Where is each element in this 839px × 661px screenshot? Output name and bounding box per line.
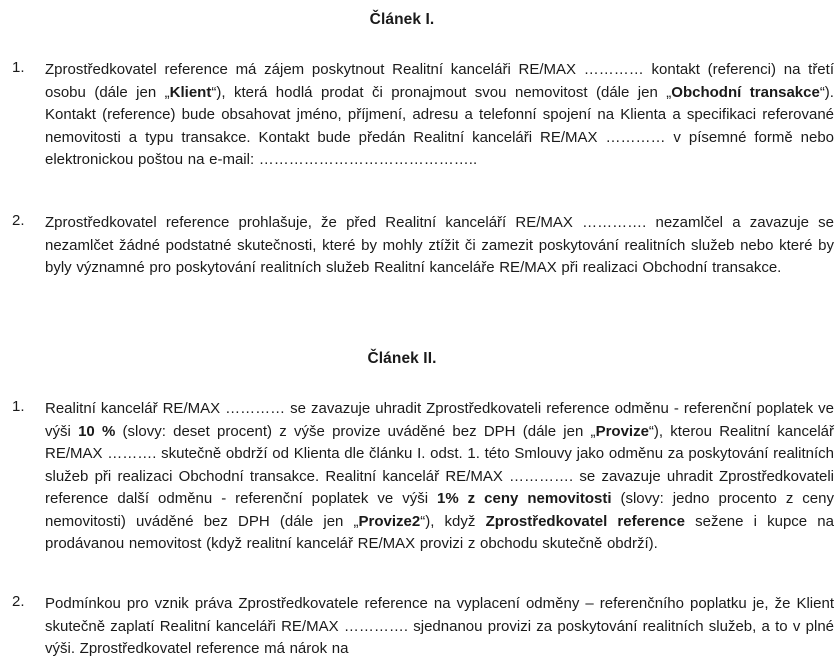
text-run: (slovy: deset procent) z výše provize uváděné bez DPH (dále jen „: [115, 422, 596, 440]
item-number: 1.: [12, 59, 25, 76]
article-2-heading: Článek II.: [367, 350, 437, 367]
bold-term: Zprostředkovatel reference: [485, 512, 685, 530]
bold-term: Provize2: [358, 512, 421, 530]
article-2-paragraph-2: [45, 593, 834, 661]
item-number: 2.: [12, 593, 25, 610]
article-1-paragraph-2: [45, 212, 834, 280]
text-run: Zprostředkovatel reference má zájem poskytnout Realitní kanceláři RE/MAX ………… kontakt (referenci) na třetí osobu (dále jen „: [45, 61, 834, 101]
article-2-paragraph-1: [45, 398, 834, 556]
text-run: “), když: [420, 512, 486, 530]
text-run: “), která hodlá prodat či pronajmout svou nemovitost (dále jen „: [211, 83, 672, 101]
text-run: Podmínkou pro vznik práva Zprostředkovatele reference na vyplacení odměny – referenčního poplatku je, že Klient skutečně zaplatí Realitní kanceláři RE/MAX …………. sjednanou provizi za poskytování realitních služeb, a to v plné výši. Zprostředkovatel reference má nárok na: [45, 595, 834, 657]
item-number: 2.: [12, 212, 25, 229]
text-run: (slovy: jedno procento z ceny nemovitosti) uváděné bez DPH (dále jen „: [45, 490, 834, 530]
article-1-paragraph-1: [45, 59, 834, 172]
text-run: “), kterou Realitní kancelář RE/MAX ………. skutečně obdrží od Klienta dle článku I. odst. 1. této Smlouvy jako odměnu za poskytování realitních služeb při realizaci Obchodní transakce. Realitní kancelář RE/MAX …………. se zavazuje uhradit Zprostředkovateli reference další odměnu - referenční poplatek ve výši: [45, 422, 835, 507]
text-run: Realitní kancelář RE/MAX ………… se zavazuje uhradit Zprostředkovateli reference odměnu - referenční poplatek ve výši: [45, 400, 834, 440]
text-run: “). Kontakt (reference) bude obsahovat jméno, příjmení, adresu a telefonní spojení na Klienta a specifikaci referované nemovitosti a typu transakce. Kontakt bude předán Realitní kanceláři RE/MAX ………… v písemné formě nebo elektronickou poštou na e-mail: ……………………………………..: [45, 83, 834, 168]
bold-term: Obchodní transakce: [671, 83, 820, 101]
item-number: 1.: [12, 398, 25, 415]
text-run: Zprostředkovatel reference prohlašuje, že před Realitní kanceláří RE/MAX …………. nezamlčel a zavazuje se nezamlčet žádné podstatné skutečnosti, které by mohly ztížit či zamezit poskytování realitních služeb nebo které by byly významné pro poskytování realitních služeb Realitní kanceláře RE/MAX při realizaci Obchodní transakce.: [45, 214, 834, 276]
bold-term: Klient: [169, 83, 212, 101]
bold-term: 10 %: [78, 422, 116, 440]
text-run: sežene i kupce na prodávanou nemovitost (když realitní kancelář RE/MAX provizi z obchodu skutečně obdrží).: [45, 512, 834, 552]
bold-term: Provize: [595, 422, 649, 440]
article-1-heading: Článek I.: [369, 11, 435, 28]
bold-term: 1% z ceny nemovitosti: [437, 490, 612, 507]
